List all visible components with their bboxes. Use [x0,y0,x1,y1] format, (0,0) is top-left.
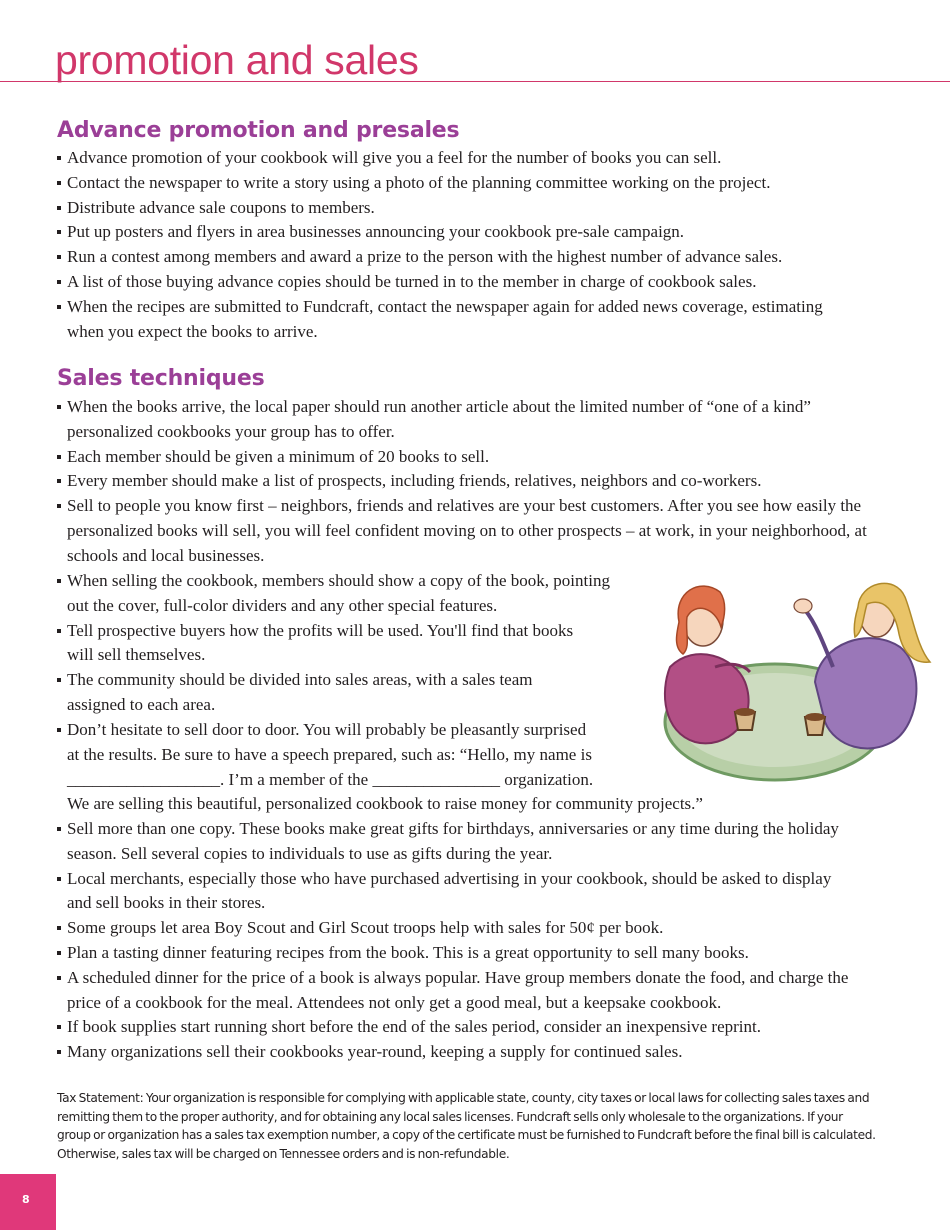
advance-promotion-list [57,146,917,344]
tax-statement: Tax Statement: Your organization is responsible for complying with applicable state, county, city taxes or local laws for collecting sales taxes and remitting them to the proper authority, and for obtaining any local sales licenses. Fundcraft sells only wholesale to the organizations. If your group or organization has a sales tax exemption number, a copy of the certificate must be furnished to Fundcraft before the final bill is calculated. Otherwise, sales tax will be charged on Tennessee orders and is non-refundable. [57,1091,876,1161]
sales-techniques-list-narrow [57,569,617,718]
list-item: Sell more than one copy. These books make great gifts for birthdays, anniversaries or any time during the holiday season. Sell several copies to individuals to use as gifts during the year. [57,817,847,867]
list-item: Plan a tasting dinner featuring recipes from the book. This is a great opportunity to sell many books. [57,941,877,966]
list-item: The community should be divided into sales areas, with a sales team assigned to each area. [57,668,582,718]
list-item: Some groups let area Boy Scout and Girl Scout troops help with sales for 50¢ per book. [57,916,857,941]
list-item: When the books arrive, the local paper should run another article about the limited number of “one of a kind” personalized cookbooks your group has to offer. [57,395,857,445]
left-woman-body [665,654,749,743]
right-woman-body [815,638,916,748]
list-item: If book supplies start running short before the end of the sales period, consider an inexpensive reprint. [57,1015,877,1040]
door-to-door-line: We are selling this beautiful, personalized cookbook to raise money for community projects.” [67,794,703,814]
list-item: Run a contest among members and award a prize to the person with the highest number of advance sales. [57,245,917,270]
list-item: Every member should make a list of prospects, including friends, relatives, neighbors and co-workers. [57,469,917,494]
sales-techniques-heading: Sales techniques [57,366,265,391]
list-item: Local merchants, especially those who have purchased advertising in your cookbook, should be asked to display and sell books in their stores. [57,867,842,917]
list-item: Distribute advance sale coupons to members. [57,196,917,221]
right-woman-hand [794,599,812,613]
right-woman-arm [805,610,833,667]
door-to-door-line: Don’t hesitate to sell door to door. You will probably be pleasantly surprised [67,720,587,739]
list-item: When the recipes are submitted to Fundcraft, contact the newspaper again for added news coverage, estimating when you expect the books to arrive. [57,295,842,345]
women-chatting-illustration [655,572,940,784]
page-number-box [0,1174,56,1230]
list-item: A scheduled dinner for the price of a book is always popular. Have group members donate the food, and charge the price of a cookbook for the meal. Attendees not only get a good meal, but a keepsake cookbook. [57,966,877,1016]
list-item: Sell to people you know first – neighbors, friends and relatives are your best customers. After you see how easily the personalized books will sell, you will feel confident moving on to other prospects – at work, in your neighborhood, at schools and local businesses. [57,494,917,568]
list-item: Advance promotion of your cookbook will give you a feel for the number of books you can sell. [57,146,917,171]
list-item: Many organizations sell their cookbooks year-round, keeping a supply for continued sales. [57,1040,857,1065]
list-item: Tell prospective buyers how the profits will be used. You'll find that books will sell themselves. [57,619,577,669]
door-to-door-line: at the results. Be sure to have a speech prepared, such as: “Hello, my name is [67,744,592,764]
page-title: promotion and sales [55,37,419,83]
sales-techniques-list-top [57,395,917,569]
door-to-door-line: __________________. I’m a member of the _______________ organization. [67,769,594,789]
list-item: Contact the newspaper to write a story using a photo of the planning committee working on the project. [57,171,917,196]
cup-coffee [805,713,825,721]
page-number: 8 [22,1193,30,1206]
advance-promotion-heading: Advance promotion and presales [57,118,460,143]
sales-techniques-list-bottom [57,817,857,1065]
list-item: A list of those buying advance copies should be turned in to the member in charge of cookbook sales. [57,270,917,295]
title-divider [0,81,950,82]
list-item: When selling the cookbook, members should show a copy of the book, pointing out the cover, full-color dividers and any other special features. [57,569,617,619]
cup-coffee [735,708,755,716]
list-item: Put up posters and flyers in area businesses announcing your cookbook pre-sale campaign. [57,220,917,245]
list-item: Each member should be given a minimum of 20 books to sell. [57,445,917,470]
